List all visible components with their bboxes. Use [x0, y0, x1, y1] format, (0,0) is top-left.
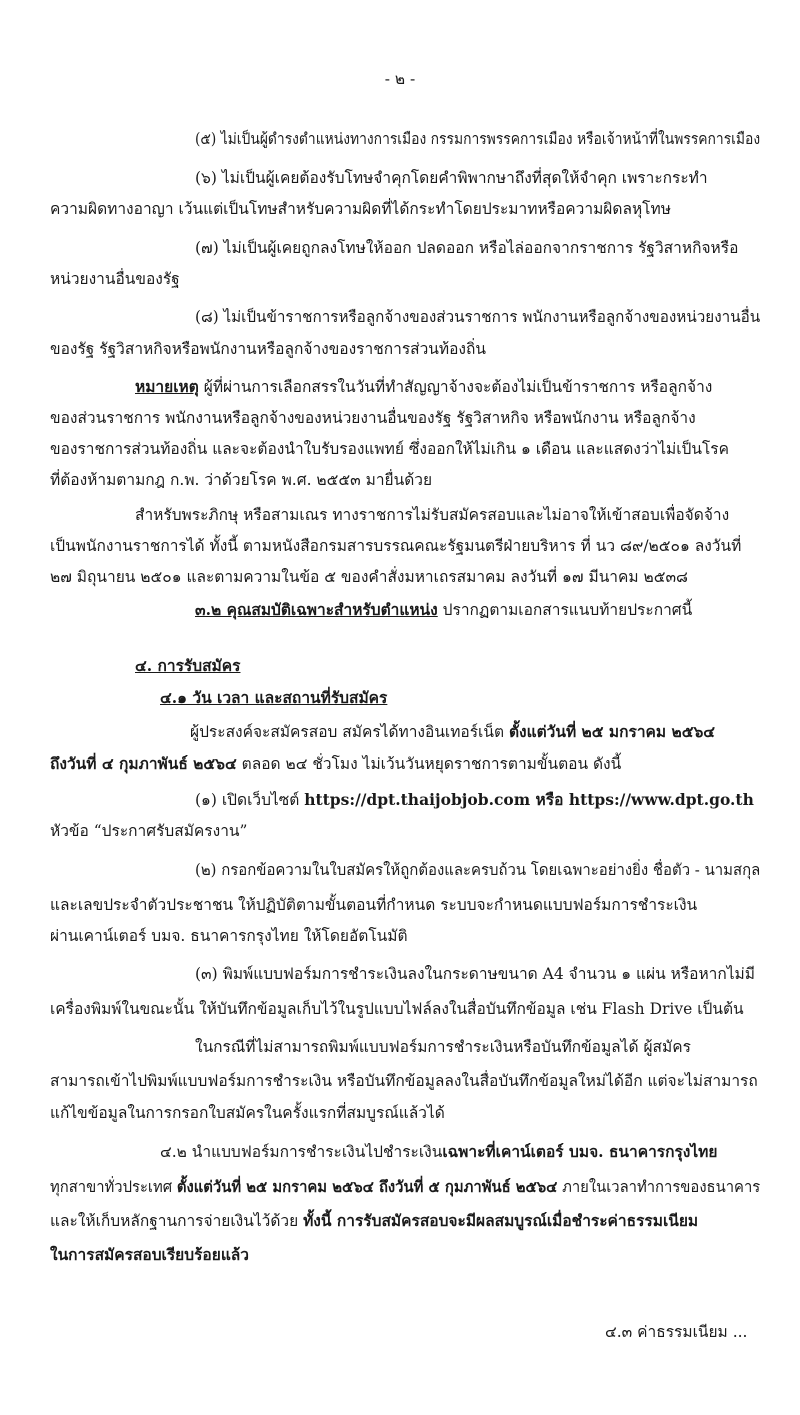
apply-period-line1 — [190, 721, 715, 743]
note-text-1: ผู้ที่ผ่านการเลือกสรรในวันที่ทำสัญญาจ้างจะต้องไม่เป็นข้าราชการ หรือลูกจ้าง — [198, 378, 713, 396]
case-line2: สามารถเข้าไปพิมพ์แบบฟอร์มการชำระเงิน หรือบันทึกข้อมูลลงในสื่อบันทึกข้อมูลใหม่ได้อีก แต่จะไม่สามารถ — [50, 1072, 758, 1090]
website-link-1[interactable]: https://dpt.thaijobjob.com — [304, 790, 531, 809]
bank-hours-text: ภายในเวลาทำการของธนาคาร — [557, 1178, 761, 1196]
note-label: หมายเหตุ — [135, 377, 199, 396]
section-3-2-label: ๓.๒ คุณสมบัติเฉพาะสำหรับตำแหน่ง — [195, 600, 438, 619]
page-number: - ๒ - — [384, 70, 416, 88]
item-8-line2: ของรัฐ รัฐวิสาหกิจหรือพนักงานหรือลูกจ้างของราชการส่วนท้องถิ่น — [50, 340, 486, 358]
step-2-line3: ผ่านเคาน์เตอร์ บมจ. ธนาคารกรุงไทย ให้โดยอัตโนมัติ — [50, 927, 408, 945]
payment-counter: เฉพาะที่เคาน์เตอร์ บมจ. ธนาคารกรุงไทย — [442, 1142, 718, 1161]
case-line1: ในกรณีที่ไม่สามารถพิมพ์แบบฟอร์มการชำระเงินหรือบันทึกข้อมูลได้ ผู้สมัคร — [195, 1038, 691, 1056]
step-1-line1 — [195, 789, 754, 811]
section-4-2-line4: ในการสมัครสอบเรียบร้อยแล้ว — [50, 1245, 250, 1264]
note-line1 — [135, 376, 712, 398]
section-3-2 — [195, 599, 692, 621]
continuation-footer: ๔.๓ ค่าธรรมเนียม ... — [605, 1323, 748, 1341]
item-8-line1: (๘) ไม่เป็นข้าราชการหรือลูกจ้างของส่วนราชการ พนักงานหรือลูกจ้างของหน่วยงานอื่น — [195, 308, 761, 326]
monk-line2: เป็นพนักงานราชการได้ ทั้งนี้ ตามหนังสือกรมสารบรรณคณะรัฐมนตรีฝ่ายบริหาร ที่ นว ๘๙/๒๕๐๑ ลงวันที่ — [50, 537, 742, 555]
item-6-line1: (๖) ไม่เป็นผู้เคยต้องรับโทษจำคุกโดยคำพิพากษาถึงที่สุดให้จำคุก เพราะกระทำ — [195, 169, 708, 187]
note-line2: ของส่วนราชการ พนักงานหรือลูกจ้างของหน่วยงานอื่นของรัฐ รัฐวิสาหกิจ หรือพนักงาน หรือลูกจ้าง — [50, 409, 696, 427]
step-2-line2: และเลขประจำตัวประชาชน ให้ปฏิบัติตามขั้นตอนที่กำหนด ระบบจะกำหนดแบบฟอร์มการชำระเงิน — [50, 896, 698, 914]
section-4-2-line2 — [50, 1176, 760, 1198]
monk-line3: ๒๗ มิถุนายน ๒๕๐๑ และตามความในข้อ ๕ ของคำสั่งมหาเถรสมาคม ลงวันที่ ๑๗ มีนาคม ๒๕๓๘ — [50, 568, 689, 586]
note-line4: ที่ต้องห้ามตามกฎ ก.พ. ว่าด้วยโรค พ.ศ. ๒๕๕๓ มายื่นด้วย — [50, 471, 433, 489]
section-3-2-text: ปรากฏตามเอกสารแนบท้ายประกาศนี้ — [437, 601, 693, 619]
section-4-2-line1 — [160, 1141, 717, 1163]
payment-period: ตั้งแต่วันที่ ๒๕ มกราคม ๒๕๖๔ ถึงวันที่ ๕ กุมภาพันธ์ ๒๕๖๔ — [176, 1177, 558, 1196]
step-3-line1: (๓) พิมพ์แบบฟอร์มการชำระเงินลงในกระดาษขนาด A4 จำนวน ๑ แผ่น หรือหากไม่มี — [195, 965, 755, 983]
section-4-1-heading: ๔.๑ วัน เวลา และสถานที่รับสมัคร — [160, 688, 388, 707]
step-2-line1: (๒) กรอกข้อความในใบสมัครให้ถูกต้องและครบถ้วน โดยเฉพาะอย่างยิ่ง ชื่อตัว - นามสกุล — [195, 861, 761, 879]
step-1-text: (๑) เปิดเว็บไซต์ — [195, 791, 305, 809]
website-link-2[interactable]: https://www.dpt.go.th — [568, 790, 754, 809]
apply-start-date: ตั้งแต่วันที่ ๒๕ มกราคม ๒๕๖๔ — [508, 722, 716, 741]
section-4-heading: ๔. การรับสมัคร — [135, 656, 241, 675]
item-6-line2: ความผิดทางอาญา เว้นแต่เป็นโทษสำหรับความผิดที่ได้กระทำโดยประมาทหรือความผิดลหุโทษ — [50, 200, 671, 218]
item-7-line2: หน่วยงานอื่นของรัฐ — [50, 270, 180, 288]
section-4-2-line3 — [50, 1210, 698, 1232]
item-5: (๕) ไม่เป็นผู้ดำรงตำแหน่งทางการเมือง กรรมการพรรคการเมือง หรือเจ้าหน้าที่ในพรรคการเมือง — [195, 130, 761, 148]
apply-period-text: ผู้ประสงค์จะสมัครสอบ สมัครได้ทางอินเทอร์เน็ต — [190, 723, 509, 741]
step-1-line2: หัวข้อ “ประกาศรับสมัครงาน” — [50, 822, 248, 840]
apply-period-line2 — [50, 753, 621, 775]
monk-line1: สำหรับพระภิกษุ หรือสามเณร ทางราชการไม่รับสมัครสอบและไม่อาจให้เข้าสอบเพื่อจัดจ้าง — [135, 506, 730, 524]
section-4-2-text: ๔.๒ นำแบบฟอร์มการชำระเงินไปชำระเงิน — [160, 1143, 443, 1161]
case-line3: แก้ไขข้อมูลในการกรอกใบสมัครในครั้งแรกที่สมบูรณ์แล้วได้ — [50, 1104, 445, 1122]
step-1-or: หรือ — [530, 790, 569, 809]
note-line3: ของราชการส่วนท้องถิ่น และจะต้องนำใบรับรองแพทย์ ซึ่งออกให้ไม่เกิน ๑ เดือน และแสดงว่าไม่เป็นโรค — [50, 440, 729, 458]
keep-receipt-text: และให้เก็บหลักฐานการจ่ายเงินไว้ด้วย — [50, 1212, 304, 1230]
item-7-line1: (๗) ไม่เป็นผู้เคยถูกลงโทษให้ออก ปลดออก หรือไล่ออกจากราชการ รัฐวิสาหกิจหรือ — [195, 239, 739, 257]
apply-period-text-2: ตลอด ๒๔ ชั่วโมง ไม่เว้นวันหยุดราชการตามขั้นตอน ดังนี้ — [236, 755, 622, 773]
step-3-line2: เครื่องพิมพ์ในขณะนั้น ให้บันทึกข้อมูลเก็บไว้ในรูปแบบไฟล์ลงในสื่อบันทึกข้อมูล เช่น Flash Drive เป็นต้น — [50, 1000, 744, 1018]
completion-condition: ทั้งนี้ การรับสมัครสอบจะมีผลสมบูรณ์เมื่อชำระค่าธรรมเนียม — [303, 1211, 699, 1230]
apply-end-date: ถึงวันที่ ๔ กุมภาพันธ์ ๒๕๖๔ — [50, 754, 237, 773]
branches-text: ทุกสาขาทั่วประเทศ — [50, 1178, 177, 1196]
